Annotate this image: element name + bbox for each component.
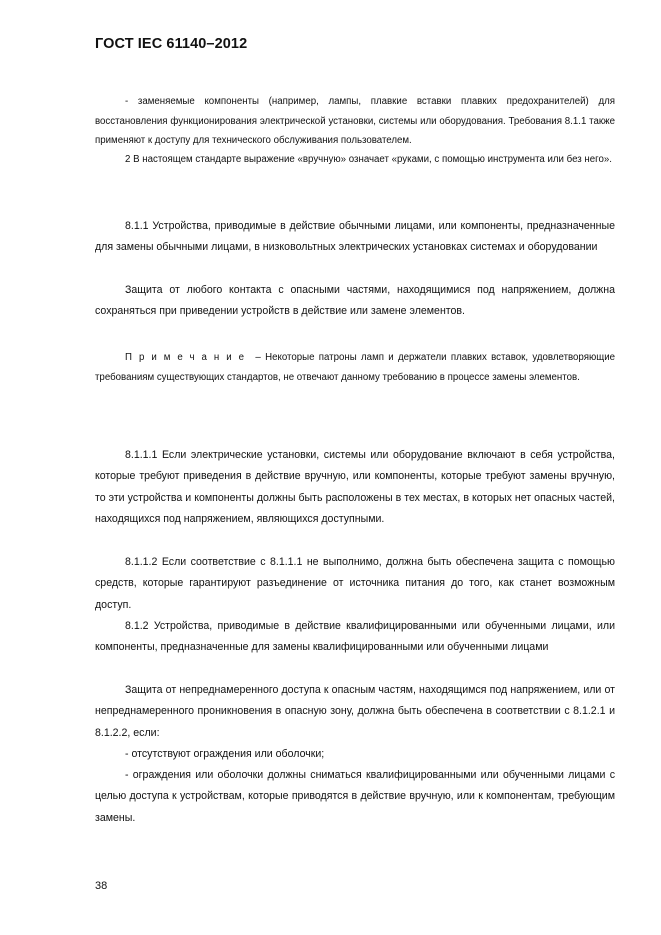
list-item-no-barriers: - отсутствуют ограждения или оболочки; [125,748,325,760]
note-label: Примечание [125,352,252,363]
list-item-removable-barriers: - ограждения или оболочки должны сниматься квалифицированными или обученными лицами с целью доступа к устройствам, которые приводятся в действие вручную, или к компонентам, требующим замены. [95,769,615,824]
section-8-1-1-1: 8.1.1.1 Если электрические установки, системы или оборудование включают в себя устройства, которые требуют приведения в действие вручную, или компоненты, которые требуют замены вручную, то эти устройства и компоненты должны быть расположены в тех местах, в которых нет опасных частей, находящихся под напряжением, являющихся доступными. [95,449,615,525]
section-8-1-1-heading: 8.1.1 Устройства, приводимые в действие обычными лицами, или компоненты, предназначенные для замены обычными лицами, в низковольтных электрических установках системах и оборудовании [95,220,615,254]
note-block [95,348,615,387]
section-8-1-1-text: Защита от любого контакта с опасными частями, находящимися под напряжением, должна сохраняться при приведении устройств в действие или замене элементов. [95,284,615,318]
page-number: 38 [95,880,108,892]
section-8-1-2-text: Защита от непреднамеренного доступа к опасным частям, находящимся под напряжением, или от непреднамеренного проникновения в опасную зону, должна быть обеспечена в соответствии с 8.1.2.1 и 8.1.2.2, если: [95,684,615,739]
note-manual-definition: 2 В настоящем стандарте выражение «вручную» означает «руками, с помощью инструмента или без него». [125,154,612,165]
document-header: ГОСТ IEC 61140–2012 [95,36,248,52]
section-8-1-1-2: 8.1.1.2 Если соответствие с 8.1.1.1 не выполнимо, должна быть обеспечена защита с помощью средств, которые гарантируют разъединение от источника питания до того, как станет возможным доступ. [95,556,615,611]
note-replaceable-components: - заменяемые компоненты (например, лампы, плавкие вставки плавких предохранителей) для восстановления функционирования электрической установки, системы или оборудования. Требования 8.1.1 также применяют к доступу для технического обслуживания пользователем. [95,96,615,147]
section-8-1-2-heading: 8.1.2 Устройства, приводимые в действие квалифицированными или обученными лицами, или компоненты, предназначенные для замены квалифицированными или обученными лицами [95,620,615,654]
note-text: – Некоторые патроны ламп и держатели плавких вставок, удовлетворяющие требованиям существующих стандартов, не отвечают данному требованию в процессе замены элементов. [95,352,615,383]
